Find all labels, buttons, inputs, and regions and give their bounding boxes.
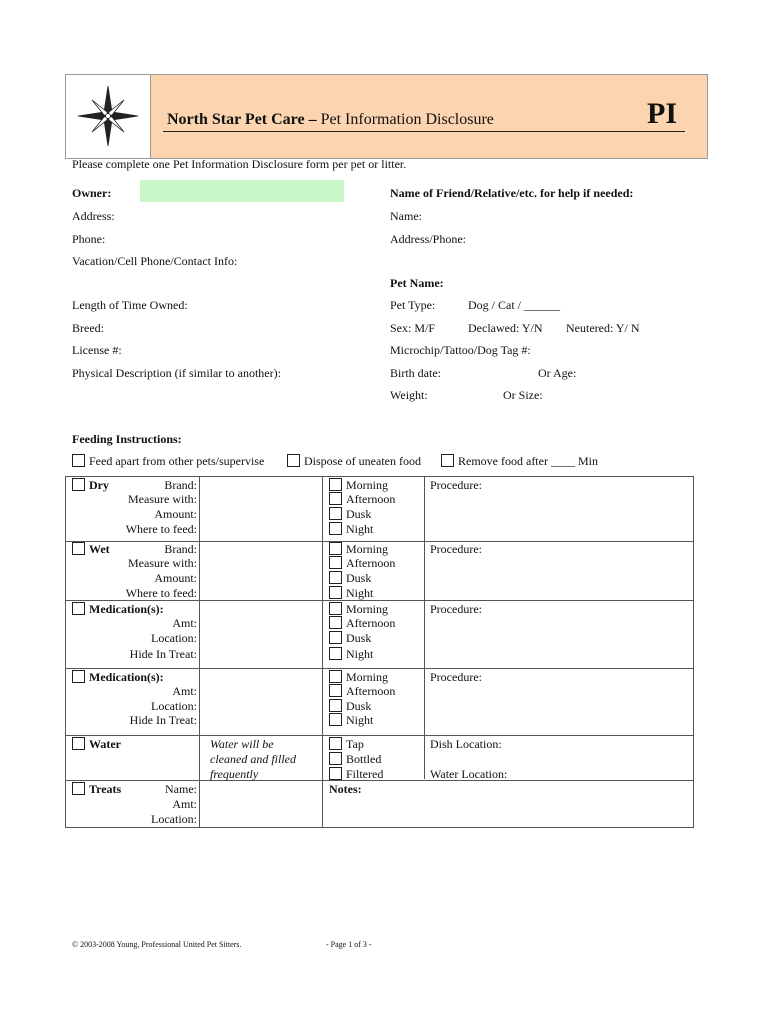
checkbox[interactable] xyxy=(329,647,342,660)
morning-option[interactable]: Morning xyxy=(329,542,388,557)
water-location-label: Water Location: xyxy=(430,767,508,781)
neutered-label: Neutered: Y/ N xyxy=(566,321,640,335)
pet-type-options: Dog / Cat / ______ xyxy=(468,298,560,312)
page-title: North Star Pet Care – Pet Information Disclosure xyxy=(167,111,494,128)
birth-date-label: Birth date: xyxy=(390,366,441,380)
grid-divider xyxy=(199,477,200,827)
logo xyxy=(66,75,151,158)
length-owned-label: Length of Time Owned: xyxy=(72,298,188,312)
tap-option[interactable]: Tap xyxy=(329,737,364,752)
dusk-option[interactable]: Dusk xyxy=(329,631,371,646)
grid-divider xyxy=(66,668,693,669)
amt-label: Amt: xyxy=(172,797,197,811)
bottled-option[interactable]: Bottled xyxy=(329,752,381,767)
or-age-label: Or Age: xyxy=(538,366,577,380)
or-size-label: Or Size: xyxy=(503,388,543,402)
amt-label: Amt: xyxy=(172,684,197,698)
friend-name-label: Name: xyxy=(390,209,422,223)
pet-type-label: Pet Type: xyxy=(390,298,436,312)
checkbox[interactable] xyxy=(72,782,85,795)
title-band xyxy=(151,75,707,158)
hide-treat-label: Hide In Treat: xyxy=(129,647,197,661)
page-number: - Page 1 of 3 - xyxy=(326,940,372,949)
checkbox[interactable] xyxy=(329,478,342,491)
checkbox[interactable] xyxy=(329,542,342,555)
breed-label: Breed: xyxy=(72,321,104,335)
sex-label: Sex: M/F xyxy=(390,321,436,335)
checkbox[interactable] xyxy=(329,492,342,505)
checkbox[interactable] xyxy=(441,454,454,467)
where-label: Where to feed: xyxy=(125,586,197,600)
dusk-option[interactable]: Dusk xyxy=(329,699,371,714)
procedure-label: Procedure: xyxy=(430,670,482,684)
grid-divider xyxy=(322,477,323,827)
morning-option[interactable]: Morning xyxy=(329,602,388,617)
checkbox[interactable] xyxy=(329,556,342,569)
owner-label: Owner: xyxy=(72,186,112,200)
checkbox[interactable] xyxy=(72,542,85,555)
amount-label: Amount: xyxy=(154,571,197,585)
dry-option[interactable]: Dry xyxy=(72,478,109,493)
checkbox[interactable] xyxy=(329,586,342,599)
vacation-label: Vacation/Cell Phone/Contact Info: xyxy=(72,254,238,268)
checkbox[interactable] xyxy=(329,767,342,780)
physical-description-label: Physical Description (if similar to another): xyxy=(72,366,281,380)
checkbox[interactable] xyxy=(329,616,342,629)
intro-text: Please complete one Pet Information Disclosure form per pet or litter. xyxy=(72,157,407,171)
remove-food-option[interactable]: Remove food after ____ Min xyxy=(441,454,598,469)
afternoon-option[interactable]: Afternoon xyxy=(329,684,395,699)
feeding-heading: Feeding Instructions: xyxy=(72,432,182,446)
grid-divider xyxy=(66,735,693,736)
dusk-option[interactable]: Dusk xyxy=(329,571,371,586)
wet-option[interactable]: Wet xyxy=(72,542,110,557)
treat-name-label: Name: xyxy=(165,782,197,796)
where-label: Where to feed: xyxy=(125,522,197,536)
morning-option[interactable]: Morning xyxy=(329,478,388,493)
afternoon-option[interactable]: Afternoon xyxy=(329,492,395,507)
location-label: Location: xyxy=(151,812,197,826)
owner-field[interactable] xyxy=(140,180,344,202)
north-star-icon xyxy=(66,75,150,158)
medication-option[interactable]: Medication(s): xyxy=(72,670,164,685)
procedure-label: Procedure: xyxy=(430,478,482,492)
dish-location-label: Dish Location: xyxy=(430,737,502,751)
checkbox[interactable] xyxy=(72,670,85,683)
checkbox[interactable] xyxy=(72,454,85,467)
checkbox[interactable] xyxy=(329,602,342,615)
checkbox[interactable] xyxy=(329,752,342,765)
pet-name-label: Pet Name: xyxy=(390,276,444,290)
procedure-label: Procedure: xyxy=(430,602,482,616)
checkbox[interactable] xyxy=(329,684,342,697)
grid-divider xyxy=(424,477,425,779)
feed-apart-option[interactable]: Feed apart from other pets/supervise xyxy=(72,454,264,469)
amt-label: Amt: xyxy=(172,616,197,630)
friend-label: Name of Friend/Relative/etc. for help if needed: xyxy=(390,186,634,200)
weight-label: Weight: xyxy=(390,388,428,402)
notes-label: Notes: xyxy=(329,782,362,796)
water-note: Water will be xyxy=(210,737,274,751)
brand-label: Brand: xyxy=(164,478,197,492)
microchip-label: Microchip/Tattoo/Dog Tag #: xyxy=(390,343,531,357)
afternoon-option[interactable]: Afternoon xyxy=(329,556,395,571)
measure-label: Measure with: xyxy=(128,556,197,570)
measure-label: Measure with: xyxy=(128,492,197,506)
morning-option[interactable]: Morning xyxy=(329,670,388,685)
night-option[interactable]: Night xyxy=(329,647,373,662)
checkbox[interactable] xyxy=(72,478,85,491)
checkbox[interactable] xyxy=(72,737,85,750)
title-underline xyxy=(163,131,685,132)
license-label: License #: xyxy=(72,343,122,357)
copyright: © 2003-2008 Young, Professional United Pet Sitters. xyxy=(72,940,242,949)
checkbox[interactable] xyxy=(329,713,342,726)
checkbox[interactable] xyxy=(329,522,342,535)
night-option[interactable]: Night xyxy=(329,522,373,537)
dusk-option[interactable]: Dusk xyxy=(329,507,371,522)
form-code: PI xyxy=(647,97,677,130)
checkbox[interactable] xyxy=(329,670,342,683)
night-option[interactable]: Night xyxy=(329,586,373,601)
checkbox[interactable] xyxy=(329,507,342,520)
water-option[interactable]: Water xyxy=(72,737,121,752)
brand-label: Brand: xyxy=(164,542,197,556)
checkbox[interactable] xyxy=(329,737,342,750)
amount-label: Amount: xyxy=(154,507,197,521)
form-header xyxy=(65,74,708,159)
checkbox[interactable] xyxy=(329,631,342,644)
checkbox[interactable] xyxy=(72,602,85,615)
address-label: Address: xyxy=(72,209,115,223)
checkbox[interactable] xyxy=(287,454,300,467)
location-label: Location: xyxy=(151,631,197,645)
procedure-label: Procedure: xyxy=(430,542,482,556)
checkbox[interactable] xyxy=(329,571,342,584)
location-label: Location: xyxy=(151,699,197,713)
water-note: cleaned and filled xyxy=(210,752,296,766)
water-note: frequently xyxy=(210,767,259,781)
checkbox[interactable] xyxy=(329,699,342,712)
treats-option[interactable]: Treats xyxy=(72,782,121,797)
phone-label: Phone: xyxy=(72,232,106,246)
medication-option[interactable]: Medication(s): xyxy=(72,602,164,617)
hide-treat-label: Hide In Treat: xyxy=(129,713,197,727)
friend-address-label: Address/Phone: xyxy=(390,232,466,246)
dispose-food-option[interactable]: Dispose of uneaten food xyxy=(287,454,421,469)
filtered-option[interactable]: Filtered xyxy=(329,767,383,782)
night-option[interactable]: Night xyxy=(329,713,373,728)
afternoon-option[interactable]: Afternoon xyxy=(329,616,395,631)
declawed-label: Declawed: Y/N xyxy=(468,321,543,335)
